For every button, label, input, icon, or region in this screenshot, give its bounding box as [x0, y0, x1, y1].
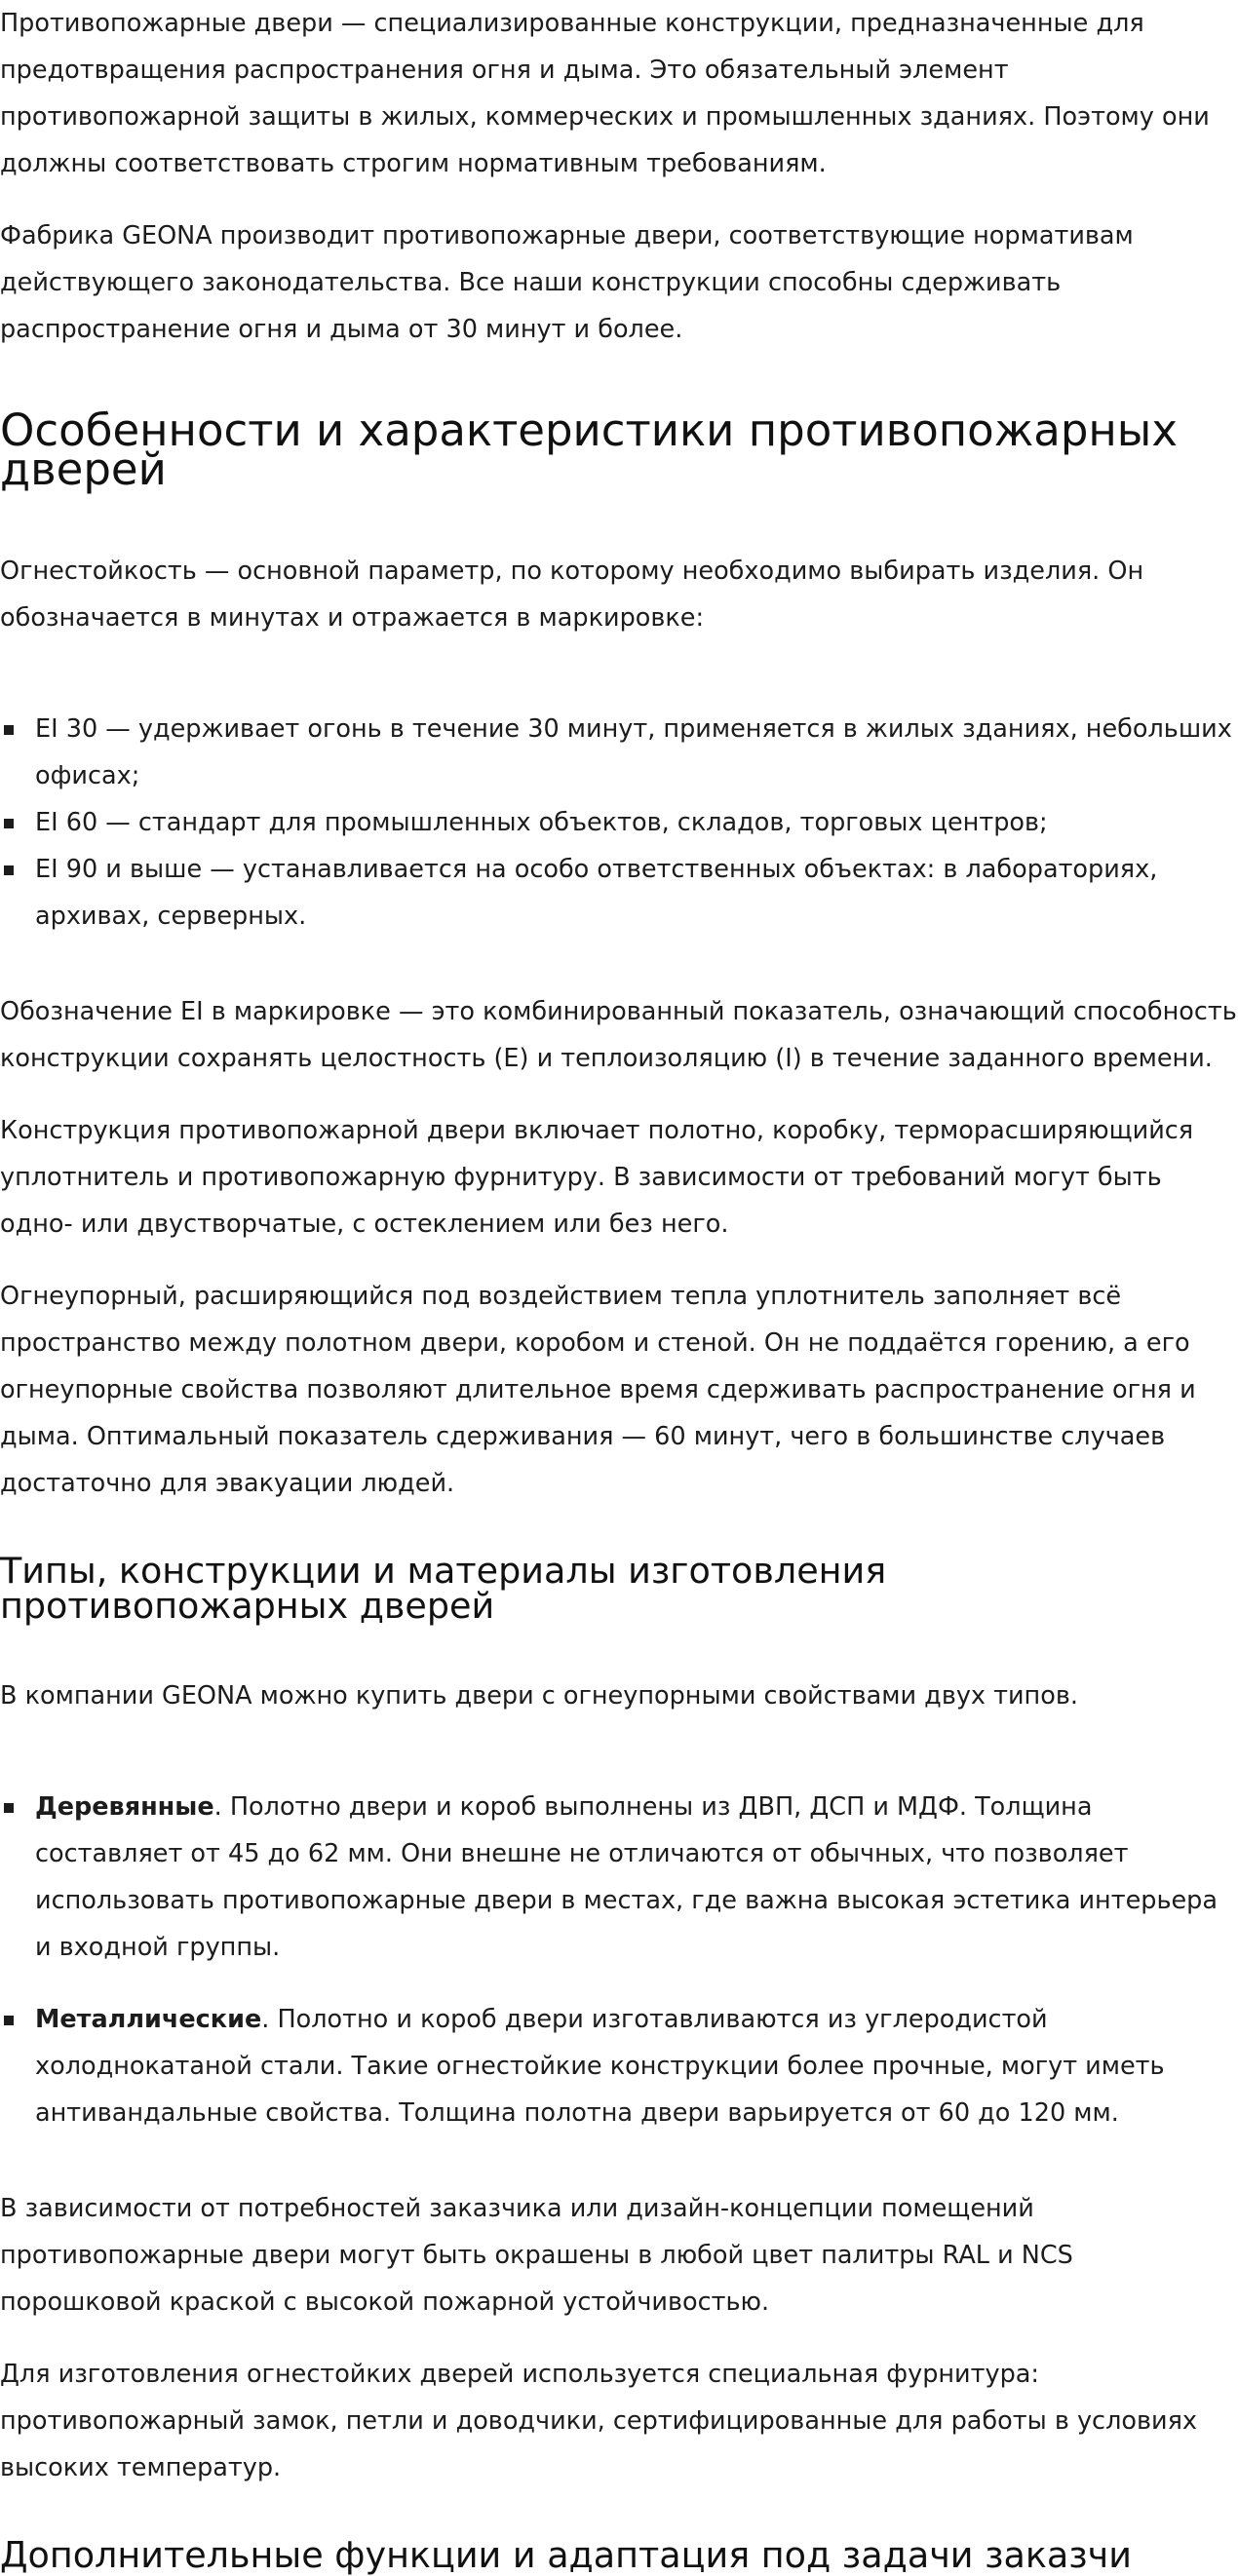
bullet-icon	[4, 865, 14, 875]
features-paragraph-1: Огнестойкость — основной параметр, по которому необходимо выбирать изделия. Он обозначается в минутах и отражается в маркировке:	[0, 557, 1144, 633]
features-paragraph-2: Обозначение EI в маркировке — это комбинированный показатель, означающий способность конструкции сохранять целостность (E) и теплоизоляцию (I) в течение заданного времени.	[0, 997, 1237, 1073]
list-item-text: . Полотно и короб двери изготавливаются из углеродистой холоднокатаной стали. Такие огнестойкие конструкции более прочные, могут иметь антивандальные свойства. Толщина полотна двери варьируется от 60 до 120 мм.	[35, 2005, 1165, 2128]
fire-rating-list	[0, 667, 1238, 959]
features-paragraph-4: Огнеупорный, расширяющийся под воздействием тепла уплотнитель заполняет всё пространство между полотном двери, коробом и стеной. Он не поддаётся горению, а его огнеупорные свойства позволяют длительное время сдерживать распространение огня и дыма. Оптимальный показатель сдерживания — 60 минут, чего в большинстве случаев достаточно для эвакуации людей.	[0, 1282, 1196, 1498]
bullet-icon	[4, 2016, 14, 2025]
intro-paragraph-2: Фабрика GEONA производит противопожарные двери, соответствующие нормативам действующего законодательства. Все наши конструкции способны сдерживать распространение огня и дыма от 30 минут и более.	[0, 221, 1134, 344]
bullet-icon	[4, 1803, 14, 1813]
intro-paragraph-1: Противопожарные двери — специализированные конструкции, предназначенные для предотвращения распространения огня и дыма. Это обязательный элемент противопожарной защиты в жилых, коммерческих и промышленных зданиях. Поэтому они должны соответствовать строгим нормативным требованиям.	[0, 9, 1210, 178]
bullet-icon	[4, 725, 14, 735]
types-paragraph-3: Для изготовления огнестойких дверей используется специальная фурнитура: противопожарный замок, петли и доводчики, сертифицированные для работы в условиях высоких температур.	[0, 2360, 1198, 2482]
list-item-term: Металлические	[35, 2005, 262, 2034]
list-item-text: EI 90 и выше — устанавливается на особо ответственных объектах: в лабораториях, архивах, серверных.	[35, 855, 1158, 931]
section-heading-features: Особенности и характеристики противопожарных дверей	[0, 404, 1178, 495]
list-item-text: . Полотно двери и короб выполнены из ДВП, ДСП и МДФ. Толщина составляет от 45 до 62 мм. Они внешне не отличаются от обычных, что позволяет использовать противопожарные двери в местах, где важна высокая эстетика интерьера и входной группы.	[35, 1792, 1218, 1962]
list-item	[0, 706, 1238, 799]
bullet-icon	[4, 819, 14, 828]
list-item	[0, 1996, 1238, 2136]
door-types-list	[0, 1745, 1238, 2156]
list-item-text: EI 60 — стандарт для промышленных объектов, складов, торговых центров;	[35, 808, 1048, 837]
types-paragraph-2: В зависимости от потребностей заказчика или дизайн-концепции помещений противопожарные двери могут быть окрашены в любой цвет палитры RAL и NCS порошковой краской с высокой пожарной устойчивостью.	[0, 2194, 1073, 2317]
features-paragraph-3: Конструкция противопожарной двери включает полотно, коробку, терморасширяющийся уплотнитель и противопожарную фурнитуру. В зависимости от требований могут быть одно- или двустворчатые, с остеклением или без него.	[0, 1116, 1194, 1239]
section-heading-types: Типы, конструкции и материалы изготовления противопожарных дверей	[0, 1550, 887, 1627]
list-item-term: Деревянные	[35, 1792, 214, 1822]
list-item	[0, 846, 1238, 940]
list-item	[0, 1784, 1238, 1971]
list-item-text: EI 30 — удерживает огонь в течение 30 минут, применяется в жилых зданиях, небольших офисах;	[35, 714, 1232, 790]
list-item	[0, 799, 1238, 846]
types-paragraph-1: В компании GEONA можно купить двери с огнеупорными свойствами двух типов.	[0, 1681, 1078, 1711]
section-heading-extra-functions: Дополнительные функции и адаптация под задачи заказчи	[0, 2534, 1132, 2576]
